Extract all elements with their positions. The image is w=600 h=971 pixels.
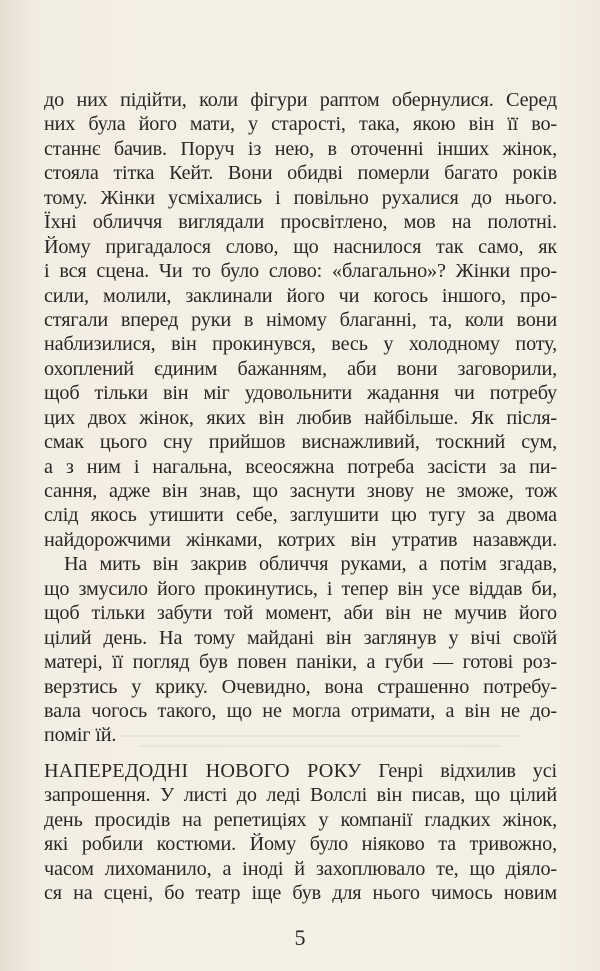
text-line: ся на сцені, бо театр іще був для нього чимось новим [44, 882, 557, 905]
text-line: і вся сцена. Чи то було слово: «благально»? Жінки про- [44, 260, 557, 283]
text-line: тому. Жінки усміхались і повільно рухалися до нього. [44, 186, 557, 209]
text-line: запрошення. У листі до леді Волслі він писав, що цілий [44, 784, 557, 807]
text-line-with-lead [44, 759, 557, 783]
text-line: смак цього сну прийшов виснажливий, тоскний сум, [44, 431, 557, 454]
text-line: На мить він закрив обличчя руками, а потім згадав, [64, 553, 557, 576]
page-number: 5 [294, 925, 306, 950]
text-line: а з ним і нагальна, всеосяжна потреба засісти за пи- [44, 455, 557, 478]
text-line: поміг їй. [44, 724, 117, 747]
text-line: стояла тітка Кейт. Вони обидві померли багато років [44, 162, 557, 185]
text-line: сання, адже він знав, що заснути знову не зможе, тож [44, 480, 557, 502]
text-line: цих двох жінок, яких він любив найбільше. Як після- [44, 406, 557, 429]
text-line: цілий день. На тому майдані він заглянув у вічі своїй [44, 626, 557, 649]
text-line: Їхні обличчя виглядали просвітлено, мов на полотні. [44, 211, 557, 234]
text-block-lower [44, 759, 557, 906]
text-line: щоб тільки забути той момент, аби він не мучив його [44, 602, 557, 625]
text-line: слід якось утишити себе, заглушити цю тугу за двома [44, 504, 557, 527]
text-line: них була його мати, у старості, така, якою він її во- [44, 113, 557, 136]
text-line: станнє бачив. Поруч із нею, в оточенні інших жінок, [44, 137, 557, 160]
text-line: вала чогось такого, що не могла отримати, а він не до- [44, 699, 557, 722]
text-fragment: Генрі відхилив усі [361, 760, 557, 782]
text-line: охоплений єдиним бажанням, аби вони заговорили, [44, 357, 557, 380]
text-line: верзтись у крику. Очевидно, вона страшенно потребу- [44, 675, 557, 698]
paragraph-1 [44, 88, 557, 552]
section-lead-caps: НАПЕРЕДОДНІ НОВОГО РОКУ [44, 760, 362, 782]
text-line: наблизилися, він прокинувся, весь у холодному поту, [44, 333, 557, 356]
text-line: сили, молили, заклинали його чи когось іншого, про- [44, 284, 557, 307]
text-block-upper [44, 88, 557, 748]
text-line: найдорожчими жінками, котрих він утратив назавжди. [44, 528, 557, 551]
text-line: до них підійти, коли фігури раптом обернулися. Серед [44, 89, 557, 111]
text-line: Йому пригадалося слово, що наснилося так само, як [44, 235, 557, 258]
text-line: стягали вперед руки в німому благанні, та, коли вони [44, 308, 557, 331]
text-line: що змусило його прокинутись, і тепер він усе віддав би, [44, 577, 557, 600]
text-line: щоб тільки він міг удовольнити жадання чи потребу [44, 382, 557, 405]
paragraph-2 [44, 552, 557, 748]
text-line: часом лихоманило, а іноді й захоплювало те, що діяло- [44, 857, 557, 880]
paragraph-3 [44, 759, 557, 906]
text-line: день просидів на репетиціях у компанії гладких жінок, [44, 808, 557, 831]
text-line: які робили костюми. Йому було ніяково та тривожно, [44, 833, 557, 856]
text-line: матері, її погляд був повен паніки, а губи — готові роз- [44, 651, 557, 674]
